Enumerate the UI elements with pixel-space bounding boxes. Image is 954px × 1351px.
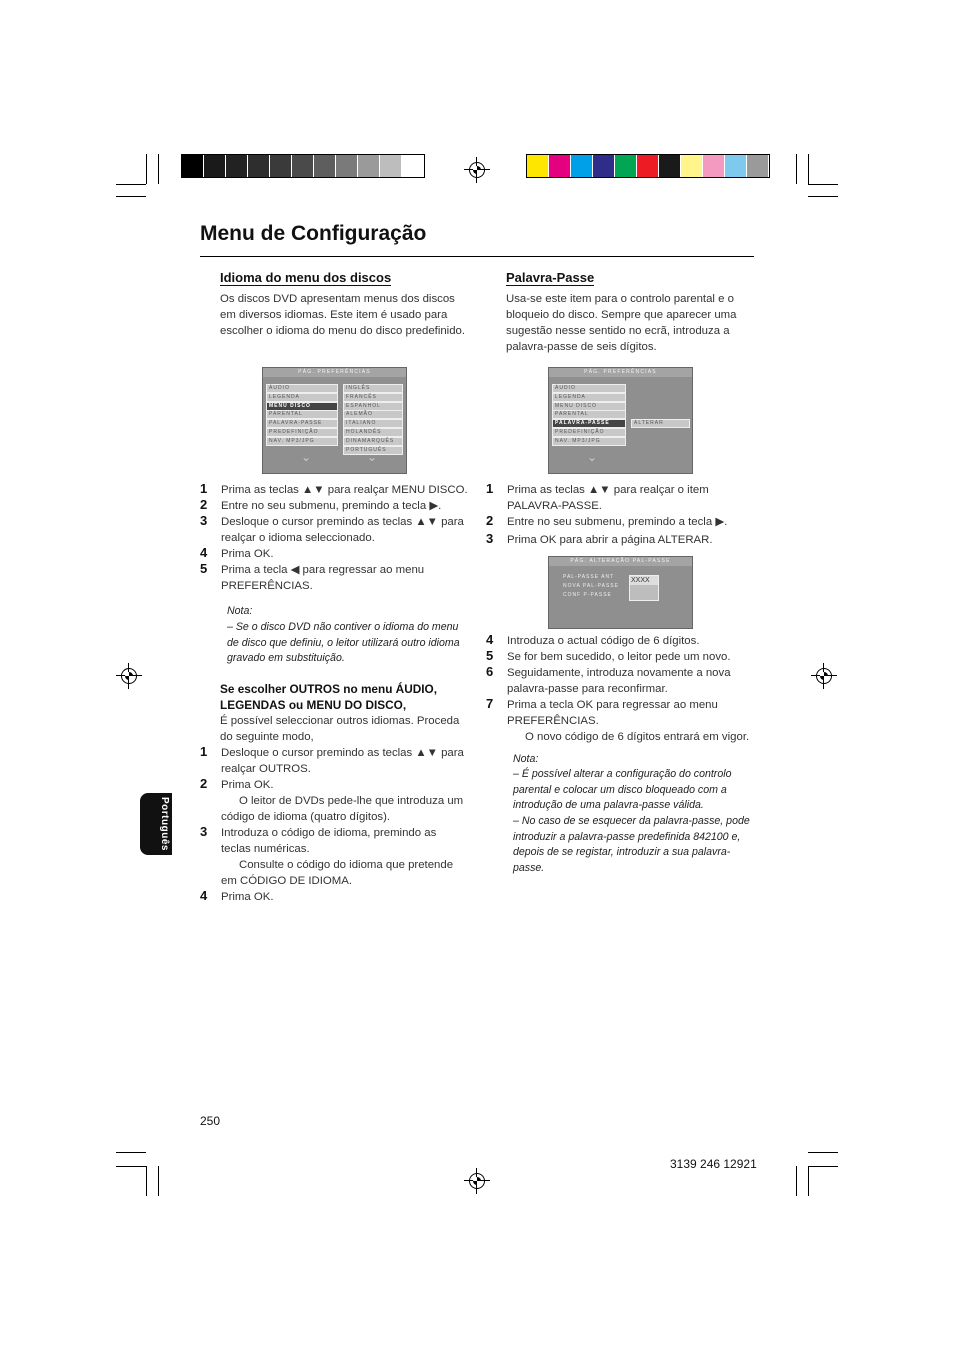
step-text: Entre no seu submenu, premindo a tecla ▶. <box>507 516 728 528</box>
registration-mark-icon <box>811 663 837 689</box>
step-item <box>200 498 468 514</box>
left-note: – Se o disco DVD não contiver o idioma do menu de disco que definiu, o leitor utilizará outro idioma gravado em substituição. <box>227 621 460 665</box>
step-item <box>486 697 752 745</box>
step-item <box>200 745 468 777</box>
page-title: Menu de Configuração <box>200 222 427 245</box>
color-swatch <box>270 155 292 177</box>
step-number: 5 <box>200 561 208 576</box>
registration-mark-icon <box>464 1168 490 1194</box>
screen-header: PÁG. PREFERÊNCIAS <box>263 368 406 377</box>
step-number: 1 <box>200 481 208 496</box>
step-number: 3 <box>200 513 208 528</box>
screen-option-item: DINAMARQUÊS <box>343 437 403 446</box>
step-item <box>200 777 468 825</box>
screen-option-item: FRANCÊS <box>343 393 403 402</box>
step-item <box>486 482 748 514</box>
step-number: 2 <box>200 776 208 791</box>
step-text: Se for bem sucedido, o leitor pede um novo. <box>507 651 731 663</box>
color-swatch <box>747 155 769 177</box>
step-item <box>200 825 468 889</box>
color-calibration-bar <box>526 154 770 178</box>
screen-menu-item: NAV. MP3/JPG <box>552 437 626 446</box>
screen-option-item: ESPANHOL <box>343 402 403 411</box>
gray-calibration-bar <box>181 154 425 178</box>
screen-option-item: ITALIANO <box>343 419 403 428</box>
color-swatch <box>292 155 314 177</box>
color-swatch <box>248 155 270 177</box>
right-note-2: – No caso de se esquecer da palavra-passe, pode introduzir a palavra-passe predefinida 842100 e, depois de se registar, introduzir a sua palavra-passe. <box>513 815 750 874</box>
step-text: Prima OK. <box>221 548 274 560</box>
step-item <box>200 562 468 594</box>
color-swatch <box>226 155 248 177</box>
color-swatch <box>549 155 571 177</box>
right-section-title: Palavra-Passe <box>506 270 595 285</box>
screen-menu-item: NAV. MP3/JPG <box>266 437 338 446</box>
screen-menu-item: ÁUDIO <box>552 384 626 393</box>
screen-menu-item: MENU DISCO <box>266 402 338 411</box>
screen-option-item: ALTERAR <box>631 419 690 428</box>
color-swatch <box>380 155 402 177</box>
step-item <box>486 633 752 649</box>
step-subtext: O leitor de DVDs pede-lhe que introduza um código de idioma (quatro dígitos). <box>221 795 464 823</box>
screen-menu-item: PALAVRA-PASSE <box>266 419 338 428</box>
step-item <box>200 889 468 905</box>
step-number: 1 <box>200 744 208 759</box>
language-tab-label: Português <box>159 797 170 851</box>
screen-menu-item: PALAVRA-PASSE <box>552 419 626 428</box>
color-swatch <box>593 155 615 177</box>
color-swatch <box>358 155 380 177</box>
color-swatch <box>659 155 681 177</box>
step-text: Prima as teclas ▲▼ para realçar o item PALAVRA-PASSE. <box>507 484 709 512</box>
step-item <box>200 482 468 498</box>
color-swatch <box>725 155 747 177</box>
step-subtext: Consulte o código do idioma que pretende em CÓDIGO DE IDIOMA. <box>221 859 454 887</box>
chevron-down-icon: ⌄ <box>367 450 378 464</box>
screen-field-label: PAL-PASSE ANT <box>563 574 615 580</box>
alterar-screen <box>548 556 693 629</box>
step-number: 1 <box>486 481 494 496</box>
screen-field-label: NOVA PAL-PASSE <box>563 583 619 589</box>
color-swatch <box>402 155 424 177</box>
others-intro: É possível seleccionar outros idiomas. Proceda do seguinte modo, <box>220 715 460 743</box>
step-number: 4 <box>200 545 208 560</box>
screen-option-item: PORTUGUÊS <box>343 446 403 455</box>
step-number: 2 <box>200 497 208 512</box>
right-note-1: – É possível alterar a configuração do controlo parental e colocar um disco bloqueado com a introdução de uma palavra-passe válida. <box>513 768 732 812</box>
step-text: Entre no seu submenu, premindo a tecla ▶. <box>221 500 442 512</box>
screen-menu-item: LEGENDA <box>552 393 626 402</box>
step-number: 6 <box>486 664 494 679</box>
registration-mark-icon <box>464 157 490 183</box>
color-swatch <box>571 155 593 177</box>
step-text: Introduza o código de idioma, premindo as teclas numéricas. <box>221 827 437 855</box>
color-swatch <box>527 155 549 177</box>
step-number: 3 <box>486 531 494 546</box>
step-text: Prima a tecla OK para regressar ao menu PREFERÊNCIAS. <box>507 699 718 727</box>
step-text: Introduza o actual código de 6 dígitos. <box>507 635 700 647</box>
screen-option-item: ALEMÃO <box>343 410 403 419</box>
color-swatch <box>314 155 336 177</box>
color-swatch <box>336 155 358 177</box>
step-text: Prima a tecla ◀ para regressar ao menu PREFERÊNCIAS. <box>221 564 425 592</box>
step-text: Desloque o cursor premindo as teclas ▲▼ para realçar OUTROS. <box>221 747 464 775</box>
step-number: 2 <box>486 513 494 528</box>
screen-menu-item: PARENTAL <box>552 410 626 419</box>
screen-menu-item: PARENTAL <box>266 410 338 419</box>
step-number: 5 <box>486 648 494 663</box>
screen-option-item: INGLÊS <box>343 384 403 393</box>
screen-menu-item: ÁUDIO <box>266 384 338 393</box>
screen-menu-item: PREDEFINIÇÃO <box>266 428 338 437</box>
color-swatch <box>615 155 637 177</box>
registration-mark-icon <box>116 663 142 689</box>
screen-option-item: HOLANDÊS <box>343 428 403 437</box>
step-number: 7 <box>486 696 494 711</box>
screen-header: PÁG. ALTERAÇÃO PAL-PASSE <box>549 557 692 566</box>
step-item <box>200 546 468 562</box>
step-item <box>200 514 468 546</box>
others-title: Se escolher OUTROS no menu ÁUDIO, LEGENDAS ou MENU DO DISCO, <box>220 682 437 712</box>
password-field <box>629 575 659 601</box>
doc-code: 3139 246 12921 <box>670 1157 757 1171</box>
left-section-title: Idioma do menu dos discos <box>220 270 392 285</box>
color-swatch <box>681 155 703 177</box>
color-swatch <box>703 155 725 177</box>
chevron-down-icon: ⌄ <box>587 450 598 464</box>
step-number: 3 <box>200 824 208 839</box>
step-text: Prima as teclas ▲▼ para realçar MENU DISCO. <box>221 484 468 496</box>
screen-header: PÁG. PREFERÊNCIAS <box>549 368 692 377</box>
step-item <box>486 665 752 697</box>
step-subtext: O novo código de 6 dígitos entrará em vigor. <box>525 731 750 743</box>
step-item <box>486 514 748 530</box>
chevron-down-icon: ⌄ <box>301 450 312 464</box>
step-text: Desloque o cursor premindo as teclas ▲▼ para realçar o idioma seleccionado. <box>221 516 464 544</box>
screen-menu-item: MENU DISCO <box>552 402 626 411</box>
title-rule <box>200 256 754 257</box>
screen-menu-item: PREDEFINIÇÃO <box>552 428 626 437</box>
palavra-passe-screen <box>548 367 693 474</box>
color-swatch <box>182 155 204 177</box>
color-swatch <box>637 155 659 177</box>
step-number: 4 <box>200 888 208 903</box>
screen-menu-item: LEGENDA <box>266 393 338 402</box>
password-value: XXXX <box>630 576 658 585</box>
menu-disco-screen <box>262 367 407 474</box>
language-tab <box>140 793 172 855</box>
step-number: 4 <box>486 632 494 647</box>
step-text: Seguidamente, introduza novamente a nova palavra-passe para reconfirmar. <box>507 667 731 695</box>
step-text: Prima OK para abrir a página ALTERAR. <box>507 534 713 546</box>
screen-field-label: CONF P-PASSE <box>563 592 612 598</box>
step-text: Prima OK. <box>221 891 274 903</box>
color-swatch <box>204 155 226 177</box>
left-intro: Os discos DVD apresentam menus dos discos em diversos idiomas. Este item é usado para escolher o idioma do menu do disco predefinido. <box>220 293 466 337</box>
step-text: Prima OK. <box>221 779 274 791</box>
page-number: 250 <box>200 1114 221 1128</box>
left-note-label: Nota: <box>227 605 253 617</box>
step-item <box>486 532 748 548</box>
step-item <box>486 649 752 665</box>
right-intro: Usa-se este item para o controlo parental e o bloqueio do disco. Sempre que aparecer uma sugestão nesse sentido no ecrã, introduza a palavra-passe de seis dígitos. <box>506 293 737 353</box>
right-note-label: Nota: <box>513 753 539 765</box>
